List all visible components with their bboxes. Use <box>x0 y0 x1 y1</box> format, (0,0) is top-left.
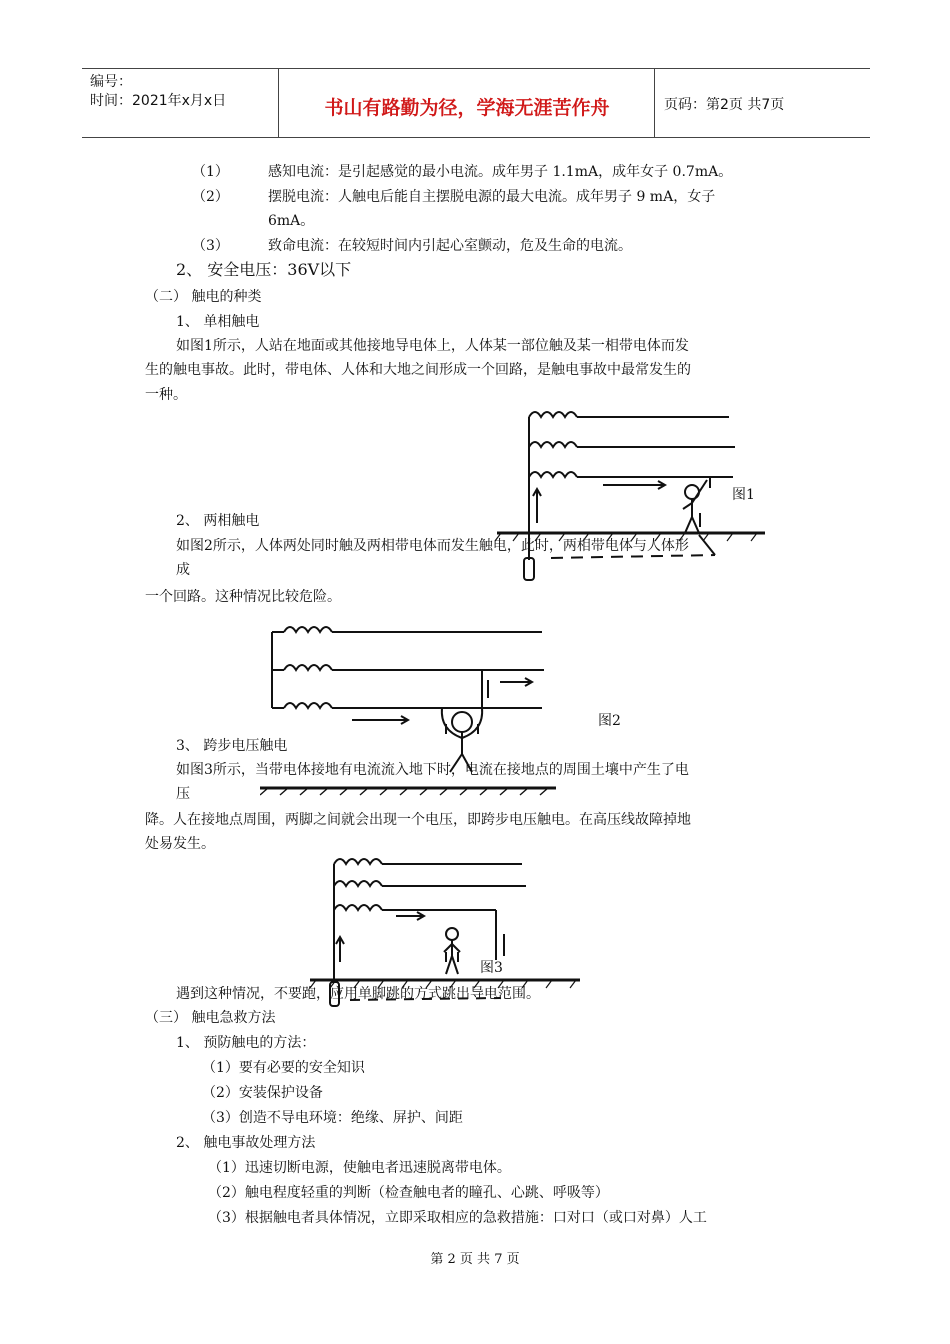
current-item-3-text: 致命电流：在较短时间内引起心室颤动，危及生命的电流。 <box>268 238 632 254</box>
figure-3-label: 图3 <box>480 960 503 976</box>
single-phase-paragraph-line-2: 生的触电事故。此时，带电体、人体和大地之间形成一个回路，是触电事故中最常发生的 <box>145 362 691 378</box>
prevention-item-1: （1）要有必要的安全知识 <box>202 1060 365 1076</box>
page-footer: 第 2 页 共 7 页 <box>430 1252 520 1267</box>
step-voltage-advice: 遇到这种情况，不要跑，应用单脚跳的方式跳出导电范围。 <box>176 986 540 1002</box>
current-item-2-number: （2） <box>192 189 229 205</box>
step-voltage-paragraph-line-3: 处易发生。 <box>145 836 215 852</box>
handling-item-1: （1）迅速切断电源，使触电者迅速脱离带电体。 <box>208 1160 511 1176</box>
step-voltage-paragraph-line-1: 如图3所示，当带电体接地有电流流入地下时，电流在接地点的周围土壤中产生了电 <box>176 762 689 778</box>
step-voltage-title: 3、 跨步电压触电 <box>176 738 288 754</box>
prevention-item-2: （2）安装保护设备 <box>202 1085 323 1101</box>
current-item-2-text: 摆脱电流：人触电后能自主摆脱电源的最大电流。成年男子 9 mA，女子 <box>268 189 716 205</box>
header-meta <box>90 73 226 111</box>
single-phase-paragraph-line-1: 如图1所示，人站在地面或其他接地导电体上，人体某一部位触及某一相带电体而发 <box>176 338 689 354</box>
step-voltage-paragraph-line-1-wrap: 压 <box>176 786 190 802</box>
doc-date-label: 时间：2021年x月x日 <box>90 93 227 109</box>
handling-item-3: （3）根据触电者具体情况，立即采取相应的急救措施：口对口（或口对鼻）人工 <box>208 1210 707 1226</box>
handling-item-2: （2）触电程度轻重的判断（检查触电者的瞳孔、心跳、呼吸等） <box>208 1185 609 1201</box>
current-item-1-text: 感知电流：是引起感觉的最小电流。成年男子 1.1mA，成年女子 0.7mA。 <box>268 164 733 180</box>
doc-number-label: 编号： <box>90 74 132 90</box>
figure-1-label: 图1 <box>732 487 755 503</box>
current-item-1-number: （1） <box>192 164 229 180</box>
single-phase-title: 1、 单相触电 <box>176 314 260 330</box>
prevention-title: 1、 预防触电的方法： <box>176 1035 316 1051</box>
header-motto: 书山有路勤为径，学海无涯苦作舟 <box>324 97 610 119</box>
figure-2-diagram <box>260 620 560 800</box>
two-phase-title: 2、 两相触电 <box>176 513 260 529</box>
current-item-2-continued: 6mA。 <box>268 213 315 229</box>
figure-2-label: 图2 <box>598 713 621 729</box>
prevention-item-3: （3）创造不导电环境：绝缘、屏护、间距 <box>202 1110 463 1126</box>
two-phase-paragraph-line-1: 如图2所示，人体两处同时触及两相带电体而发生触电，此时，两相带电体与人体形 <box>176 538 689 554</box>
section-2-title: （二） 触电的种类 <box>145 289 262 305</box>
figure-3-diagram <box>310 852 590 1012</box>
single-phase-paragraph-line-3: 一种。 <box>145 387 187 403</box>
two-phase-paragraph-line-2: 一个回路。这种情况比较危险。 <box>145 589 341 605</box>
page-header <box>82 68 870 138</box>
handling-title: 2、 触电事故处理方法 <box>176 1135 316 1151</box>
safe-voltage-heading: 2、 安全电压：36V以下 <box>176 260 352 279</box>
step-voltage-paragraph-line-2: 降。人在接地点周围，两脚之间就会出现一个电压，即跨步电压触电。在高压线故障掉地 <box>145 812 691 828</box>
section-3-title: （三） 触电急救方法 <box>145 1010 276 1026</box>
two-phase-paragraph-line-1-wrap: 成 <box>176 562 190 578</box>
header-divider <box>278 69 279 137</box>
header-page-number: 页码：第2页 共7页 <box>664 97 785 113</box>
header-divider <box>654 69 655 137</box>
current-item-3-number: （3） <box>192 238 229 254</box>
